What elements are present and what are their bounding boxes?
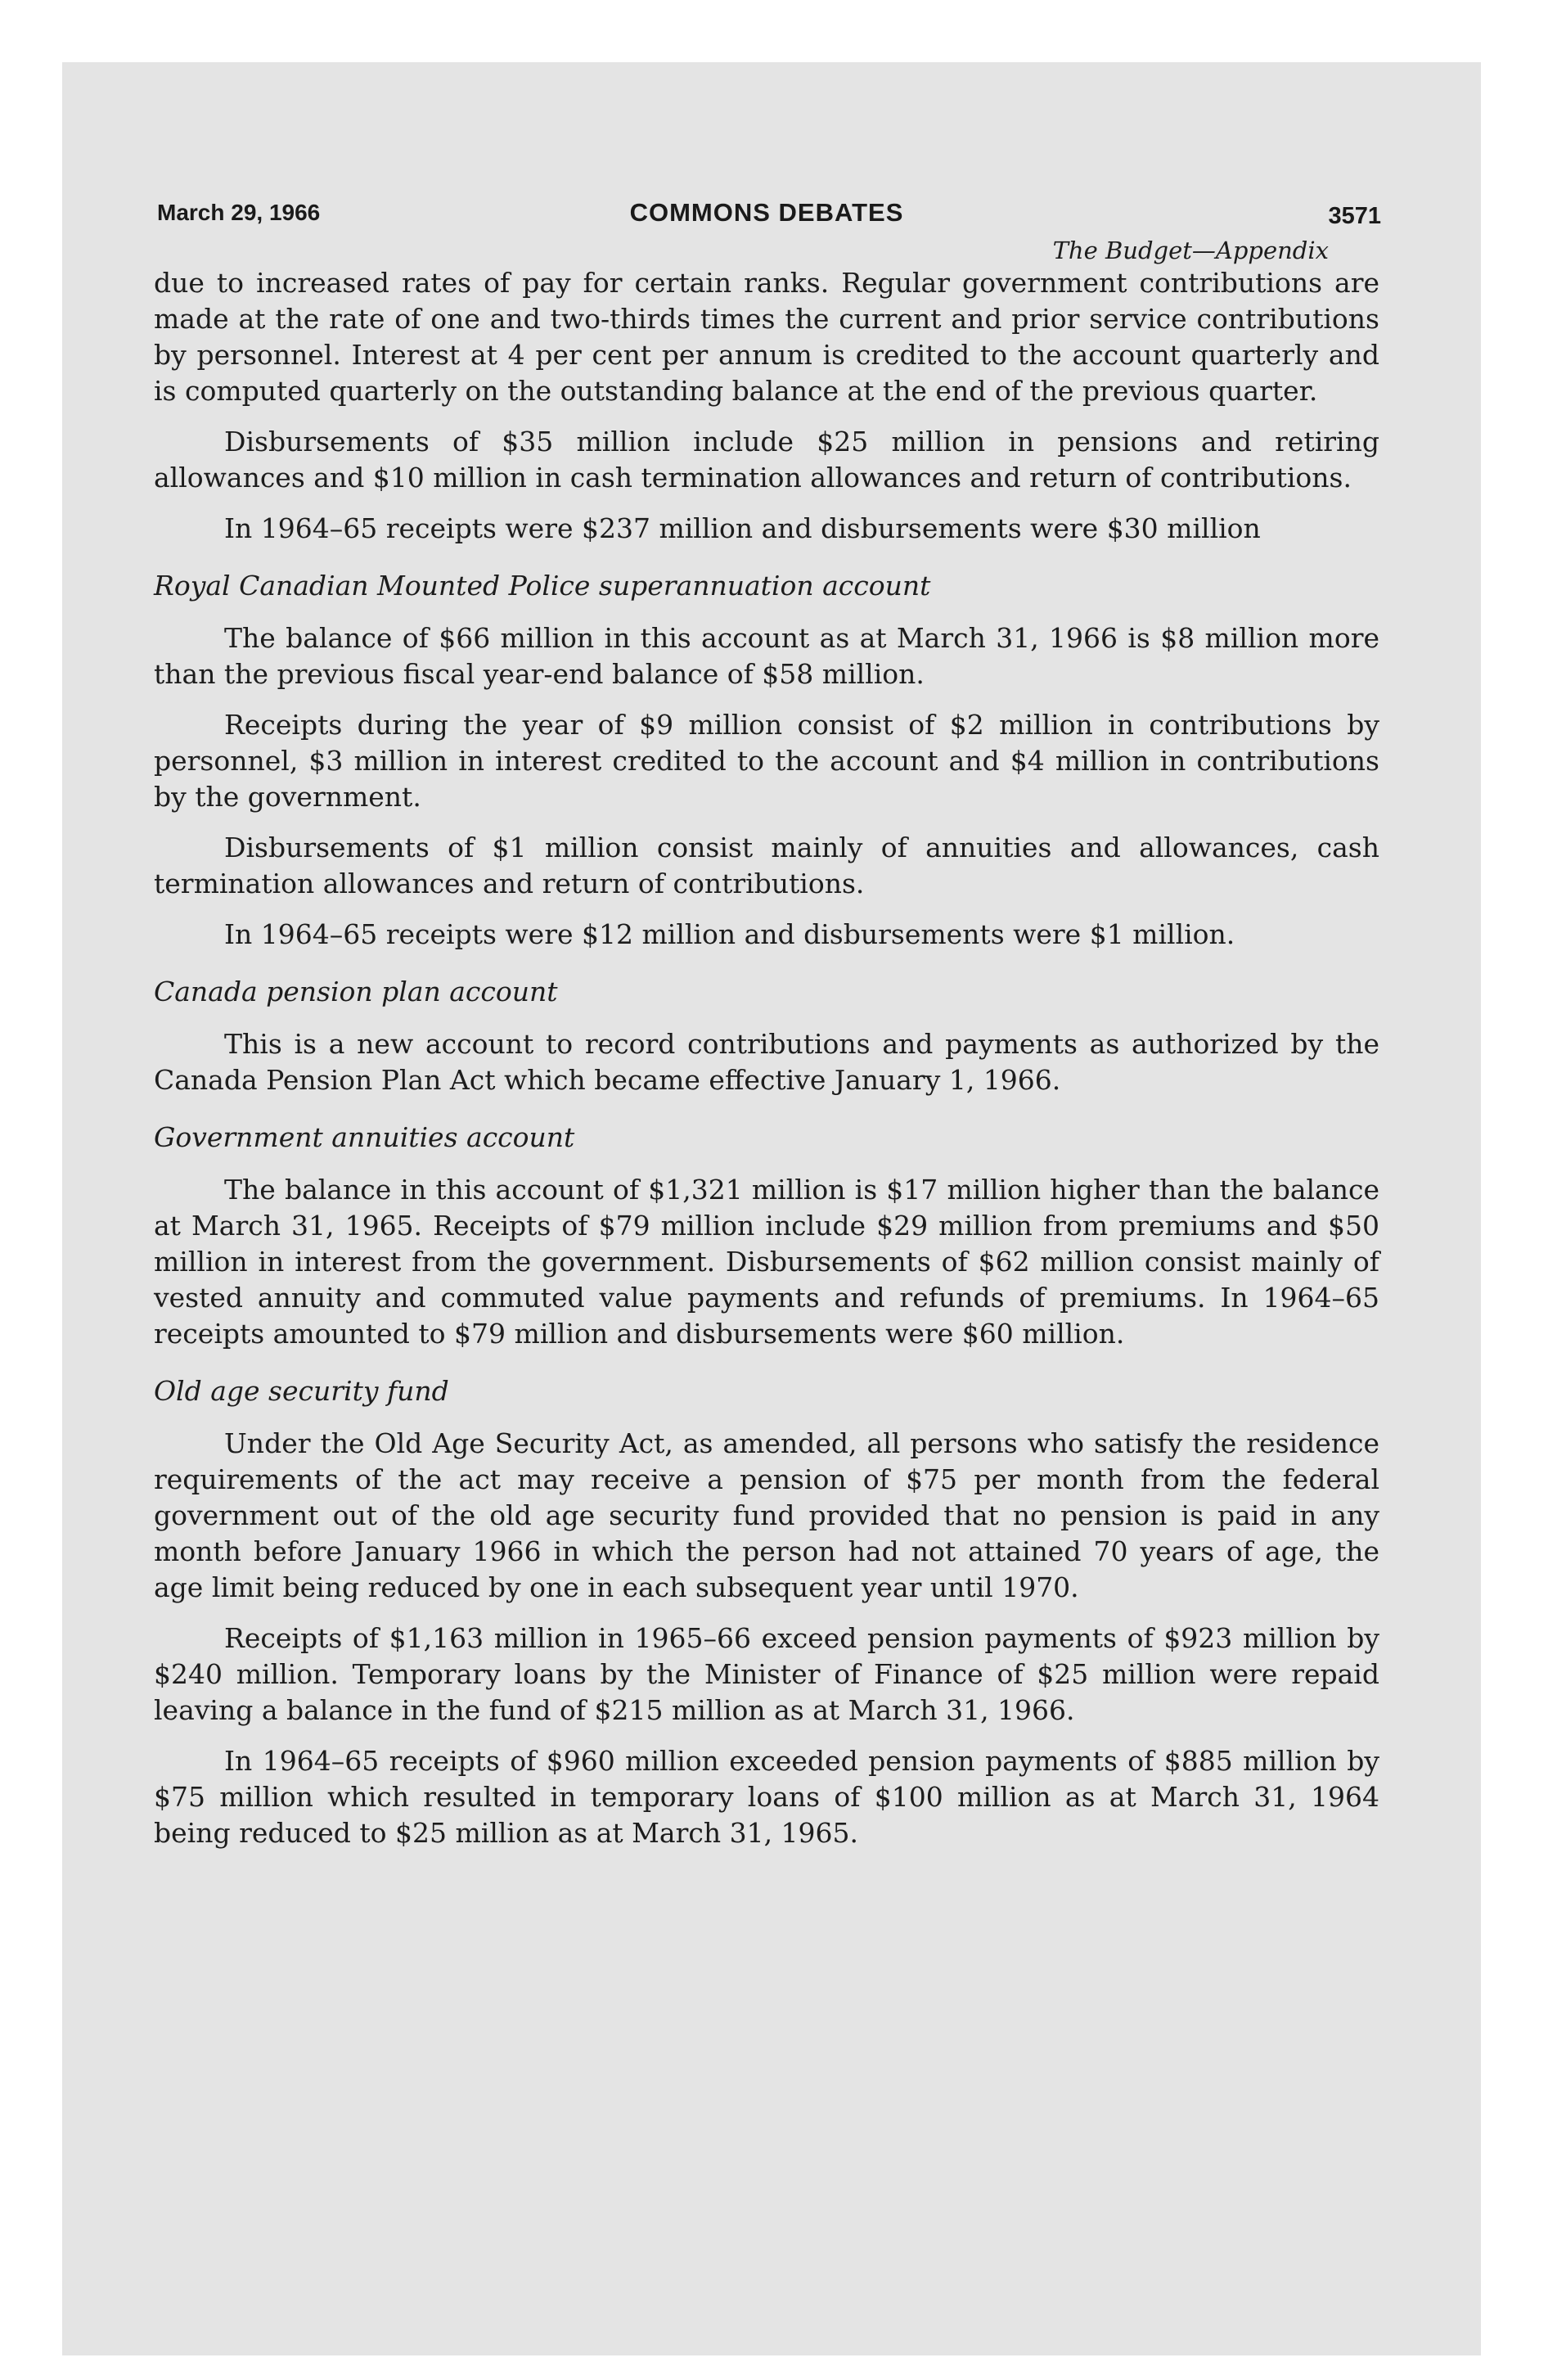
paragraph: due to increased rates of pay for certain ranks. Regular government contributions are made at the rate of one and two-thirds times the current and prior service contributions by personnel. Interest at 4 per cent per annum is credited to the account quarterly and is computed quarterly on the outstanding balance at the end of the previous quarter. (154, 267, 1379, 407)
paragraph: This is a new account to record contributions and payments as authorized by the Canada Pension Plan Act which became effective January 1, 1966. (154, 1028, 1379, 1096)
paragraph: Receipts of $1,163 million in 1965–66 exceed pension payments of $923 million by $240 million. Temporary loans by the Minister of Finance of $25 million were repaid leaving a balance in the fund of $215 million as at March 31, 1966. (154, 1622, 1379, 1726)
section-heading-oas: Old age security fund (154, 1375, 449, 1407)
paragraph: Disbursements of $1 million consist mainly of annuities and allowances, cash termination allowances and return of contributions. (154, 832, 1379, 899)
paragraph: Under the Old Age Security Act, as amended, all persons who satisfy the residence requirements of the act may receive a pension of $75 per month from the federal government out of the old age security fund provided that no pension is paid in any month before January 1966 in which the person had not attained 70 years of age, the age limit being reduced by one in each subsequent year until 1970. (154, 1427, 1379, 1603)
section-heading-cpp: Canada pension plan account (154, 976, 558, 1007)
paragraph: Receipts during the year of $9 million consist of $2 million in contributions by personnel, $3 million in interest credited to the account and $4 million in contributions by the government. (154, 709, 1379, 813)
paragraph: The balance of $66 million in this account as at March 31, 1966 is $8 million more than the previous fiscal year-end balance of $58 million. (154, 622, 1379, 690)
page-header (154, 187, 1379, 232)
header-title: COMMONS DEBATES (629, 198, 904, 227)
paragraph: In 1964–65 receipts of $960 million exceeded pension payments of $885 million by $75 million which resulted in temporary loans of $100 million as at March 31, 1964 being reduced to $25 million as at March 31, 1965. (154, 1745, 1379, 1849)
running-head: The Budget—Appendix (1052, 237, 1329, 264)
page-number: 3571 (1328, 203, 1381, 229)
section-heading-annuities: Government annuities account (154, 1121, 575, 1153)
paragraph: In 1964–65 receipts were $237 million and disbursements were $30 million (224, 512, 1261, 544)
paragraph: Disbursements of $35 million include $25 million in pensions and retiring allowances and $10 million in cash termination allowances and return of contributions. (154, 426, 1379, 494)
paragraph: The balance in this account of $1,321 million is $17 million higher than the balance at March 31, 1965. Receipts of $79 million include $29 million from premiums and $50 million in interest from the government. Disbursements of $62 million consist mainly of vested annuity and commuted value payments and refunds of premiums. In 1964–65 receipts amounted to $79 million and disbursements were $60 million. (154, 1174, 1379, 1350)
header-date: March 29, 1966 (157, 200, 321, 225)
paragraph: In 1964–65 receipts were $12 million and disbursements were $1 million. (224, 918, 1235, 950)
document-page (154, 187, 1379, 1866)
section-heading-rcmp: Royal Canadian Mounted Police superannuation account (154, 570, 931, 602)
